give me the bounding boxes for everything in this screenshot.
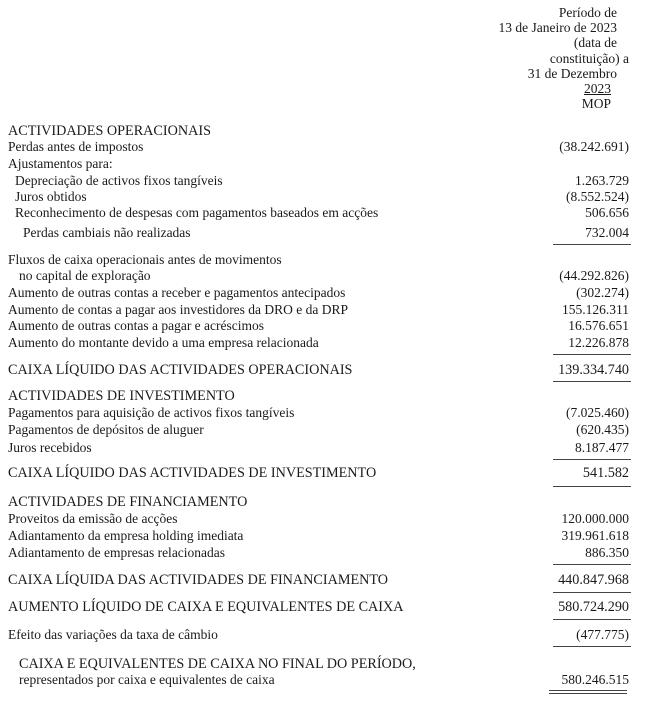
subtotal-rule [553, 564, 631, 565]
period-header-line: constituição) a [549, 50, 629, 66]
statement-row: Juros recebidos 8.187.477 [8, 440, 629, 455]
statement-row: Aumento de outras contas a receber e pagamentos antecipados (302.274) [8, 285, 629, 300]
statement-row: no capital de exploração (44.292.826) [19, 268, 629, 283]
period-header-year: 2023 [584, 81, 611, 97]
period-header-line: 13 de Janeiro de 2023 [498, 20, 617, 36]
statement-row: Depreciação de activos fixos tangíveis 1.263.729 [15, 173, 629, 188]
period-header-line: Período de [558, 5, 617, 20]
fx-effect-row: Efeito das variações da taxa de câmbio (477.775) [8, 627, 629, 642]
subtotal-rule [553, 646, 631, 647]
net-operating-row: CAIXA LÍQUIDO DAS ACTIVIDADES OPERACIONAIS 139.334.740 [8, 362, 629, 378]
period-header-line: (data de [573, 35, 617, 51]
statement-row: Adiantamento da empresa holding imediata 319.961.618 [8, 528, 629, 543]
currency-label: MOP [581, 96, 611, 112]
section-title-operating: ACTIVIDADES OPERACIONAIS [8, 123, 211, 139]
period-column-header [449, 5, 629, 111]
statement-row: Juros obtidos (8.552.524) [15, 189, 629, 204]
statement-row: Adiantamento de empresas relacionadas 886.350 [8, 545, 629, 560]
subtotal-rule [553, 592, 631, 593]
subtotal-rule [553, 459, 631, 460]
statement-row: Pagamentos para aquisição de activos fixos tangíveis (7.025.460) [8, 405, 629, 420]
statement-row: Reconhecimento de despesas com pagamentos baseados em acções 506.656 [15, 205, 629, 220]
statement-row: Fluxos de caixa operacionais antes de movimentos [8, 252, 282, 267]
statement-row: Perdas antes de impostos (38.242.691) [8, 139, 629, 154]
total-double-rule [549, 690, 627, 694]
subtotal-rule [553, 381, 631, 382]
statement-row: Aumento de outras contas a pagar e acréscimos 16.576.651 [8, 318, 629, 333]
statement-row: Proveitos da emissão de acções 120.000.000 [8, 511, 629, 526]
statement-row: Aumento de contas a pagar aos investidores da DRO e da DRP 155.126.311 [8, 302, 629, 317]
subtotal-rule [553, 354, 631, 355]
section-title-investing: ACTIVIDADES DE INVESTIMENTO [8, 388, 235, 404]
closing-row: CAIXA E EQUIVALENTES DE CAIXA NO FINAL DO PERÍODO, [19, 656, 416, 672]
net-increase-row: AUMENTO LÍQUIDO DE CAIXA E EQUIVALENTES DE CAIXA 580.724.290 [8, 599, 629, 615]
statement-row: Aumento do montante devido a uma empresa relacionada 12.226.878 [8, 335, 629, 350]
adjustments-label: Ajustamentos para: [8, 156, 113, 171]
section-title-financing: ACTIVIDADES DE FINANCIAMENTO [8, 494, 248, 510]
period-header-line: 31 de Dezembro [527, 65, 617, 81]
subtotal-rule [553, 486, 631, 487]
statement-row: Pagamentos de depósitos de aluguer (620.435) [8, 422, 629, 437]
net-investing-row: CAIXA LÍQUIDO DAS ACTIVIDADES DE INVESTIMENTO 541.582 [8, 465, 629, 481]
statement-row: Perdas cambiais não realizadas 732.004 [23, 225, 629, 240]
net-financing-row: CAIXA LÍQUIDA DAS ACTIVIDADES DE FINANCIAMENTO 440.847.968 [8, 572, 629, 588]
closing-row: representados por caixa e equivalentes de caixa 580.246.515 [19, 672, 629, 687]
subtotal-rule [553, 619, 631, 620]
subtotal-rule [553, 244, 631, 245]
